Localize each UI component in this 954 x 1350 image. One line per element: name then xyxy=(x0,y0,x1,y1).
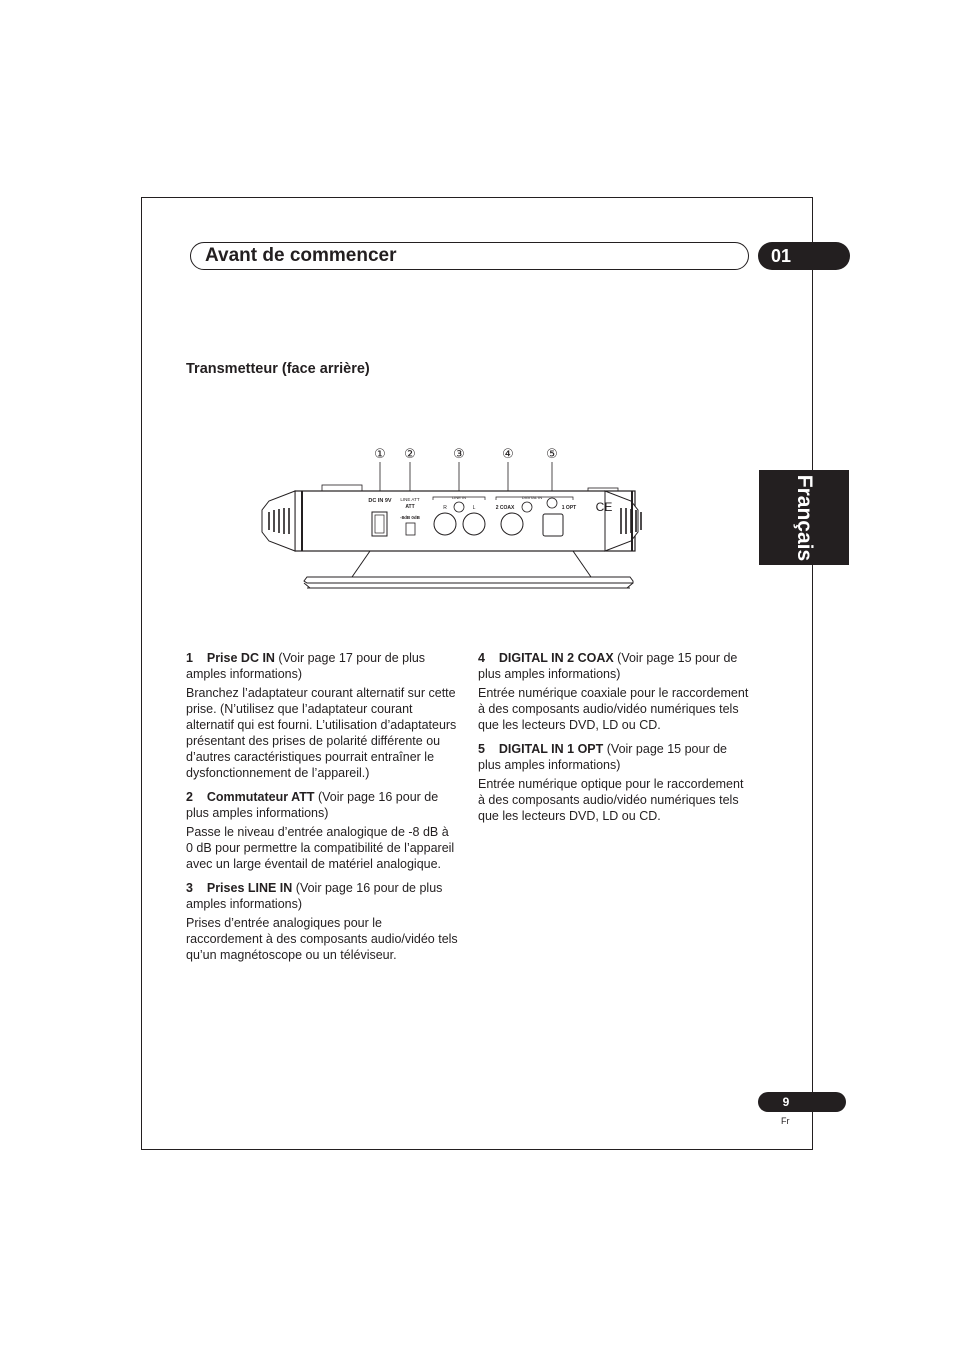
item-1-label: Prise DC IN xyxy=(206,651,275,665)
label-coax: 2 COAX xyxy=(495,505,515,511)
item-5-body: Entrée numérique optique pour le raccordement à des composants audio/vidéo numériques tels que les lecteurs DVD, LD ou CD. xyxy=(478,777,744,823)
language-tab xyxy=(759,470,849,565)
item-1-ref: (Voir page 17 pour de plus amples informations) xyxy=(186,651,426,681)
label-att-values: -8dB 0dB xyxy=(400,515,420,520)
item-3-label: Prises LINE IN xyxy=(206,881,293,895)
att-switch xyxy=(406,523,415,535)
transmitter-rear-diagram xyxy=(255,440,645,600)
label-dc-in: DC IN 9V xyxy=(368,498,392,504)
item-5-ref: (Voir page 15 pour de plus amples informations) xyxy=(478,742,727,772)
callout-1: ① xyxy=(374,446,386,461)
item-1-body: Branchez l’adaptateur courant alternatif sur cette prise. (N’utilisez que l’adaptateur courant alternatif qui est fourni. L’utilisation d’adaptateurs présentant des prises de polarité différente ou d’autres caractéristiques pourrait entraîner le dysfonctionnement de l’appareil.) xyxy=(186,686,457,780)
label-l: L xyxy=(472,505,476,511)
item-2-label: Commutateur ATT xyxy=(206,790,315,804)
item-3-ref: (Voir page 16 pour de plus amples informations) xyxy=(186,881,443,911)
label-line-in: LINE IN xyxy=(451,495,467,500)
label-opt: 1 OPT xyxy=(561,505,577,511)
item-4-label: DIGITAL IN 2 COAX xyxy=(498,651,614,665)
language-tab-label: Français xyxy=(793,474,816,561)
item-2-body: Passe le niveau d’entrée analogique de -8 dB à 0 dB pour permettre la compatibilité de l’appareil avec un large éventail de matériel analogique. xyxy=(186,825,455,871)
callout-3: ③ xyxy=(453,446,465,461)
label-att: ATT xyxy=(405,504,415,510)
item-2-ref: (Voir page 16 pour de plus amples informations) xyxy=(186,790,439,820)
label-r: R xyxy=(443,505,447,511)
chapter-title: Avant de commencer xyxy=(205,245,397,266)
page-number-badge: 9 xyxy=(758,1092,846,1112)
callout-5: ⑤ xyxy=(546,446,558,461)
ce-mark: CE xyxy=(595,500,613,514)
page-language-code: Fr xyxy=(781,1116,790,1126)
description-column-left xyxy=(186,650,458,971)
item-5-label: DIGITAL IN 1 OPT xyxy=(498,742,604,756)
line-in-r-jack xyxy=(434,513,456,535)
item-3-body: Prises d’entrée analogiques pour le raccordement à des composants audio/vidéo tels qu’un magnétoscope ou un téléviseur. xyxy=(186,916,458,962)
section-heading: Transmetteur (face arrière) xyxy=(186,361,370,377)
label-digital-in: DIGITAL IN xyxy=(521,495,543,500)
item-1-heading: 1 Prise DC IN (Voir page 17 pour de plus amples informations) xyxy=(186,651,426,681)
coax-jack xyxy=(501,513,523,535)
item-2-heading: 2 Commutateur ATT (Voir page 16 pour de plus amples informations) xyxy=(186,790,439,820)
label-line-att: LINE ATT xyxy=(400,497,420,502)
item-5-heading: 5 DIGITAL IN 1 OPT (Voir page 15 pour de plus amples informations) xyxy=(478,742,727,772)
item-4-ref: (Voir page 15 pour de plus amples informations) xyxy=(478,651,738,681)
description-column-right xyxy=(478,650,750,832)
dc-in-jack xyxy=(372,512,387,536)
item-4-body: Entrée numérique coaxiale pour le raccordement à des composants audio/vidéo numériques tels que les lecteurs DVD, LD ou CD. xyxy=(478,686,749,732)
optical-jack xyxy=(543,514,563,536)
item-4-heading: 4 DIGITAL IN 2 COAX (Voir page 15 pour de plus amples informations) xyxy=(478,651,738,681)
line-in-l-jack xyxy=(463,513,485,535)
chapter-number-badge: 01 xyxy=(758,242,850,270)
callout-2: ② xyxy=(404,446,416,461)
callout-4: ④ xyxy=(502,446,514,461)
item-3-heading: 3 Prises LINE IN (Voir page 16 pour de plus amples informations) xyxy=(186,881,443,911)
